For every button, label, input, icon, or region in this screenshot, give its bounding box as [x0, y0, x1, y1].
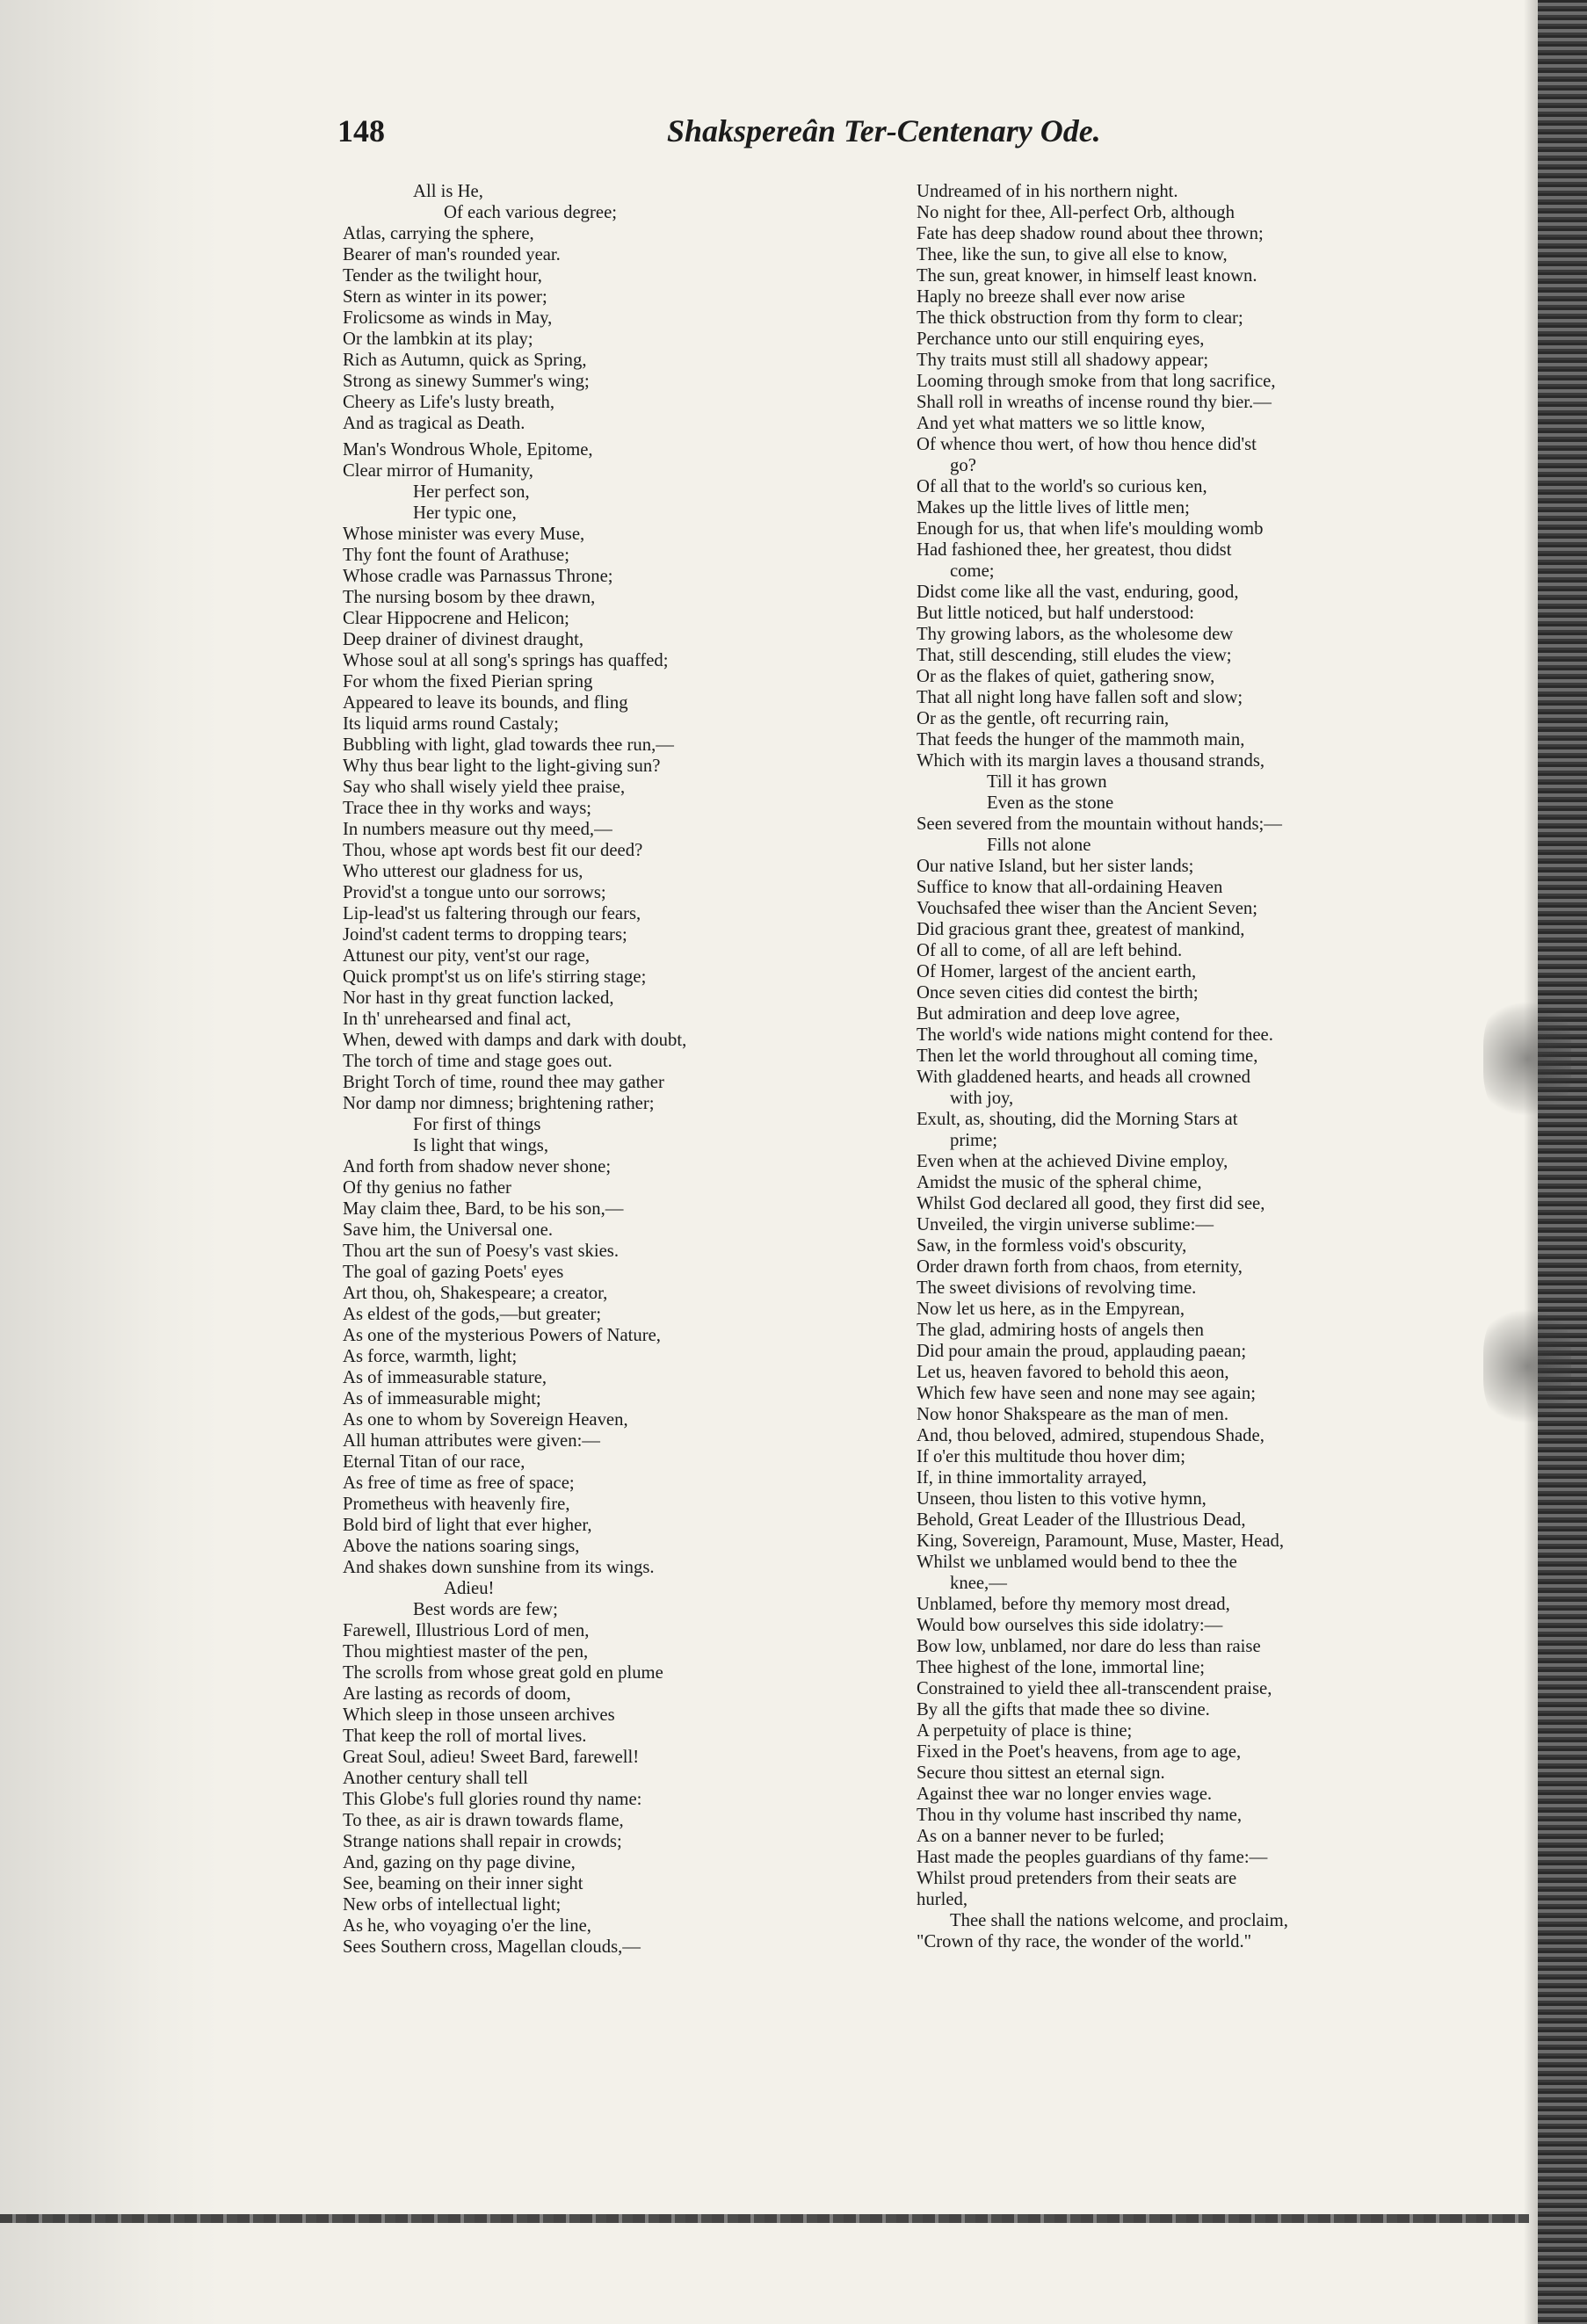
- poem-line: Bold bird of light that ever higher,: [343, 1516, 592, 1535]
- poem-line: Adieu!: [444, 1579, 495, 1598]
- poem-line: Even when at the achieved Divine employ,: [917, 1152, 1228, 1171]
- poem-line: Looming through smoke from that long sacrifice,: [917, 372, 1276, 391]
- poem-line: That feeds the hunger of the mammoth main,: [917, 730, 1245, 749]
- poem-line: The torch of time and stage goes out.: [343, 1052, 612, 1071]
- poem-line: The nursing bosom by thee drawn,: [343, 588, 596, 607]
- poem-line: Seen severed from the mountain without hands;—: [917, 814, 1282, 834]
- poem-line: As one to whom by Sovereign Heaven,: [343, 1410, 628, 1430]
- poem-line: Shall roll in wreaths of incense round thy bier.—: [917, 393, 1272, 412]
- poem-line: All is He,: [413, 182, 483, 201]
- poem-line: The goal of gazing Poets' eyes: [343, 1263, 564, 1282]
- poem-line: Whose soul at all song's springs has quaffed;: [343, 651, 669, 670]
- poem-line: Bearer of man's rounded year.: [343, 245, 561, 264]
- poem-line: As on a banner never to be furled;: [917, 1827, 1165, 1846]
- poem-line: come;: [950, 561, 995, 581]
- poem-line: Saw, in the formless void's obscurity,: [917, 1236, 1187, 1256]
- poem-line: Bow low, unblamed, nor dare do less than raise: [917, 1637, 1261, 1656]
- poem-line: Stern as winter in its power;: [343, 287, 547, 307]
- left-column: [343, 181, 870, 1958]
- poem-line: No night for thee, All-perfect Orb, although: [917, 203, 1235, 222]
- poem-line: Quick prompt'st us on life's stirring stage;: [343, 967, 647, 987]
- poem-line: Then let the world throughout all coming time,: [917, 1046, 1258, 1066]
- poem-line: Strong as sinewy Summer's wing;: [343, 372, 590, 391]
- poem-line: In numbers measure out thy meed,—: [343, 820, 612, 839]
- poem-line: Amidst the music of the spheral chime,: [917, 1173, 1202, 1192]
- poem-line: Suffice to know that all-ordaining Heaven: [917, 878, 1223, 897]
- poem-line: Thy traits must still all shadowy appear;: [917, 351, 1209, 370]
- poem-line: The glad, admiring hosts of angels then: [917, 1321, 1204, 1340]
- poem-line: Another century shall tell: [343, 1769, 528, 1788]
- poem-line: May claim thee, Bard, to be his son,—: [343, 1199, 624, 1219]
- poem-line: For first of things: [413, 1115, 541, 1134]
- poem-line: Thou art the sun of Poesy's vast skies.: [343, 1242, 620, 1261]
- poem-line: And yet what matters we so little know,: [917, 414, 1206, 433]
- poem-line: Is light that wings,: [413, 1136, 549, 1155]
- poem-line: with joy,: [950, 1089, 1014, 1108]
- binding-shadow: [1524, 0, 1538, 2324]
- poem-line: The scrolls from whose great gold en plume: [343, 1663, 663, 1683]
- bottom-rule: [0, 2214, 1529, 2223]
- poem-line: As one of the mysterious Powers of Nature,: [343, 1326, 661, 1345]
- poem-line: Man's Wondrous Whole, Epitome,: [343, 440, 593, 460]
- poem-line: All human attributes were given:—: [343, 1431, 600, 1451]
- poem-line: Till it has grown: [987, 772, 1107, 792]
- poem-line: For whom the fixed Pierian spring: [343, 672, 593, 691]
- page-number: 148: [337, 113, 385, 148]
- poem-line: Thou, whose apt words best fit our deed?: [343, 841, 643, 860]
- poem-line: That keep the roll of mortal lives.: [343, 1727, 587, 1746]
- poem-line: Whose minister was every Muse,: [343, 525, 585, 544]
- poem-line: Appeared to leave its bounds, and fling: [343, 693, 628, 713]
- poem-line: Her typic one,: [413, 503, 517, 523]
- poem-line: See, beaming on their inner sight: [343, 1874, 583, 1893]
- poem-line: As he, who voyaging o'er the line,: [343, 1916, 591, 1936]
- poem-line: Art thou, oh, Shakespeare; a creator,: [343, 1284, 608, 1303]
- poem-line: Are lasting as records of doom,: [343, 1684, 571, 1704]
- poem-line: Of each various degree;: [444, 203, 618, 222]
- running-title: Shakspereân Ter-Centenary Ode.: [667, 113, 1101, 148]
- poem-line: Constrained to yield thee all-transcendent praise,: [917, 1679, 1272, 1698]
- poem-line: As eldest of the gods,—but greater;: [343, 1305, 602, 1324]
- poem-line: Unseen, thou listen to this votive hymn,: [917, 1489, 1207, 1509]
- poem-line: Atlas, carrying the sphere,: [343, 224, 534, 243]
- poem-line: Whilst we unblamed would bend to thee the: [917, 1553, 1237, 1572]
- poem-line: Haply no breeze shall ever now arise: [917, 287, 1185, 307]
- poem-line: Exult, as, shouting, did the Morning Stars at: [917, 1110, 1238, 1129]
- poem-line: Behold, Great Leader of the Illustrious Dead,: [917, 1510, 1246, 1530]
- poem-line: Did gracious grant thee, greatest of mankind,: [917, 920, 1245, 939]
- poem-line: In th' unrehearsed and final act,: [343, 1010, 571, 1029]
- poem-line: With gladdened hearts, and heads all crowned: [917, 1068, 1251, 1087]
- poem-line: Thee shall the nations welcome, and proclaim,: [950, 1911, 1288, 1930]
- poem-line: This Globe's full glories round thy name:: [343, 1790, 642, 1809]
- right-column: [917, 181, 1461, 1952]
- poem-line: Or as the gentle, oft recurring rain,: [917, 709, 1170, 728]
- poem-line: Or the lambkin at its play;: [343, 329, 533, 349]
- poem-line: Thy growing labors, as the wholesome dew: [917, 625, 1234, 644]
- poem-line: Did pour amain the proud, applauding paean;: [917, 1342, 1247, 1361]
- poem-line: Why thus bear light to the light-giving sun?: [343, 757, 661, 776]
- poem-line: Farewell, Illustrious Lord of men,: [343, 1621, 590, 1640]
- poem-line: Enough for us, that when life's moulding womb: [917, 519, 1264, 539]
- poem-line: The world's wide nations might contend for thee.: [917, 1025, 1273, 1045]
- poem-line: And shakes down sunshine from its wings.: [343, 1558, 655, 1577]
- poem-line: prime;: [950, 1131, 998, 1150]
- poem-line: Now let us here, as in the Empyrean,: [917, 1300, 1185, 1319]
- poem-line: Best words are few;: [413, 1600, 558, 1619]
- poem-line: Its liquid arms round Castaly;: [343, 714, 559, 734]
- poem-line: When, dewed with damps and dark with doubt,: [343, 1031, 687, 1050]
- poem-line: Rich as Autumn, quick as Spring,: [343, 351, 587, 370]
- poem-line: Thee highest of the lone, immortal line;: [917, 1658, 1206, 1677]
- poem-line: A perpetuity of place is thine;: [917, 1721, 1133, 1741]
- poem-line: knee,—: [950, 1574, 1007, 1593]
- poem-line: Vouchsafed thee wiser than the Ancient Seven;: [917, 899, 1257, 918]
- poem-line: Above the nations soaring sings,: [343, 1537, 580, 1556]
- poem-line: Order drawn forth from chaos, from eternity,: [917, 1257, 1243, 1277]
- poem-line: Which sleep in those unseen archives: [343, 1705, 615, 1725]
- poem-line: Joind'st cadent terms to dropping tears;: [343, 925, 627, 945]
- poem-line: Provid'st a tongue unto our sorrows;: [343, 883, 606, 902]
- poem-line: Say who shall wisely yield thee praise,: [343, 778, 626, 797]
- poem-line: Eternal Titan of our race,: [343, 1452, 525, 1472]
- poem-line: Thou mightiest master of the pen,: [343, 1642, 589, 1662]
- poem-line: Great Soul, adieu! Sweet Bard, farewell!: [343, 1748, 640, 1767]
- poem-line: Who utterest our gladness for us,: [343, 862, 583, 881]
- poem-line: Of all that to the world's so curious ken,: [917, 477, 1207, 496]
- poem-line: Whilst God declared all good, they first did see,: [917, 1194, 1265, 1213]
- poem-line: King, Sovereign, Paramount, Muse, Master, Head,: [917, 1531, 1285, 1551]
- poem-line: Our native Island, but her sister lands;: [917, 857, 1194, 876]
- poem-line: Fixed in the Poet's heavens, from age to age,: [917, 1742, 1242, 1762]
- poem-line: Trace thee in thy works and ways;: [343, 799, 592, 818]
- poem-line: Cheery as Life's lusty breath,: [343, 393, 554, 412]
- poem-line: go?: [950, 456, 976, 475]
- poem-line: "Crown of thy race, the wonder of the world.": [917, 1932, 1252, 1951]
- poem-line: As of immeasurable stature,: [343, 1368, 547, 1387]
- poem-line: Lip-lead'st us faltering through our fears,: [343, 904, 641, 923]
- poem-line: Whose cradle was Parnassus Throne;: [343, 567, 613, 586]
- poem-line: Perchance unto our still enquiring eyes,: [917, 329, 1205, 349]
- poem-line: Sees Southern cross, Magellan clouds,—: [343, 1937, 641, 1957]
- poem-line: Fate has deep shadow round about thee thrown;: [917, 224, 1264, 243]
- poem-line: Deep drainer of divinest draught,: [343, 630, 584, 649]
- binding-strip: [1538, 0, 1587, 2324]
- poem-line: Bubbling with light, glad towards thee run,—: [343, 735, 674, 755]
- poem-line: That, still descending, still eludes the view;: [917, 646, 1232, 665]
- poem-line: As force, warmth, light;: [343, 1347, 518, 1366]
- poem-line: Fills not alone: [987, 836, 1091, 855]
- poem-line: As of immeasurable might;: [343, 1389, 541, 1408]
- poem-line: Thou in thy volume hast inscribed thy name,: [917, 1806, 1243, 1825]
- poem-line: Didst come like all the vast, enduring, good,: [917, 583, 1239, 602]
- poem-line: Against thee war no longer envies wage.: [917, 1785, 1213, 1804]
- poem-line: Once seven cities did contest the birth;: [917, 983, 1199, 1003]
- poem-line: Let us, heaven favored to behold this aeon,: [917, 1363, 1229, 1382]
- binding-stain-lower: [1483, 1300, 1571, 1432]
- poem-line: And as tragical as Death.: [343, 414, 525, 433]
- poem-line: Had fashioned thee, her greatest, thou didst: [917, 540, 1232, 560]
- poem-line: To thee, as air is drawn towards flame,: [343, 1811, 624, 1830]
- poem-line: Save him, the Universal one.: [343, 1220, 553, 1240]
- poem-line: Attunest our pity, vent'st our rage,: [343, 946, 591, 966]
- poem-line: That all night long have fallen soft and slow;: [917, 688, 1243, 707]
- poem-line: Unblamed, before thy memory most dread,: [917, 1595, 1230, 1614]
- poem-line: Unveiled, the virgin universe sublime:—: [917, 1215, 1214, 1234]
- poem-line: Thee, like the sun, to give all else to know,: [917, 245, 1228, 264]
- poem-line: If o'er this multitude thou hover dim;: [917, 1447, 1185, 1466]
- poem-line: Of Homer, largest of the ancient earth,: [917, 962, 1197, 981]
- poem-line: Of whence thou wert, of how thou hence did'st: [917, 435, 1257, 454]
- poem-line: Clear Hippocrene and Helicon;: [343, 609, 569, 628]
- poem-line: The sun, great knower, in himself least known.: [917, 266, 1257, 286]
- poem-line: Whilst proud pretenders from their seats are: [917, 1869, 1237, 1888]
- poem-line: If, in thine immortality arrayed,: [917, 1468, 1147, 1488]
- poem-line: Tender as the twilight hour,: [343, 266, 542, 286]
- poem-line: Nor hast in thy great function lacked,: [343, 988, 614, 1008]
- poem-line: Secure thou sittest an eternal sign.: [917, 1763, 1165, 1783]
- poem-line: Of thy genius no father: [343, 1178, 511, 1198]
- poem-line: Makes up the little lives of little men;: [917, 498, 1190, 518]
- poem-line: Or as the flakes of quiet, gathering snow,: [917, 667, 1215, 686]
- poem-line: Which with its margin laves a thousand strands,: [917, 751, 1265, 771]
- poem-line: Would bow ourselves this side idolatry:—: [917, 1616, 1223, 1635]
- poem-line: Clear mirror of Humanity,: [343, 461, 533, 481]
- poem-line: Bright Torch of time, round thee may gather: [343, 1073, 664, 1092]
- poem-line: The sweet divisions of revolving time.: [917, 1278, 1197, 1298]
- poem-line: Of all to come, of all are left behind.: [917, 941, 1183, 960]
- poem-line: Which few have seen and none may see again;: [917, 1384, 1257, 1403]
- poem-line: By all the gifts that made thee so divine.: [917, 1700, 1210, 1719]
- poem-line: Even as the stone: [987, 793, 1114, 813]
- binding-stain-upper: [1483, 993, 1571, 1125]
- poem-line: Prometheus with heavenly fire,: [343, 1495, 570, 1514]
- poem-line: Hast made the peoples guardians of thy fame:—: [917, 1848, 1268, 1867]
- page-margin-shading: [0, 0, 220, 2324]
- poem-line: And, thou beloved, admired, stupendous Shade,: [917, 1426, 1265, 1445]
- poem-line: Strange nations shall repair in crowds;: [343, 1832, 622, 1851]
- poem-line: And forth from shadow never shone;: [343, 1157, 612, 1176]
- poem-line: But admiration and deep love agree,: [917, 1004, 1180, 1024]
- poem-line: Undreamed of in his northern night.: [917, 182, 1178, 201]
- poem-line: But little noticed, but half understood:: [917, 604, 1195, 623]
- poem-line: hurled,: [917, 1890, 968, 1909]
- poem-line: New orbs of intellectual light;: [343, 1895, 562, 1915]
- poem-line: As free of time as free of space;: [343, 1473, 575, 1493]
- poem-line: And, gazing on thy page divine,: [343, 1853, 576, 1872]
- poem-line: Her perfect son,: [413, 482, 530, 502]
- poem-line: Thy font the fount of Arathuse;: [343, 546, 569, 565]
- poem-line: Frolicsome as winds in May,: [343, 308, 553, 328]
- poem-line: Nor damp nor dimness; brightening rather;: [343, 1094, 655, 1113]
- poem-line: Now honor Shakspeare as the man of men.: [917, 1405, 1229, 1424]
- poem-line: The thick obstruction from thy form to clear;: [917, 308, 1243, 328]
